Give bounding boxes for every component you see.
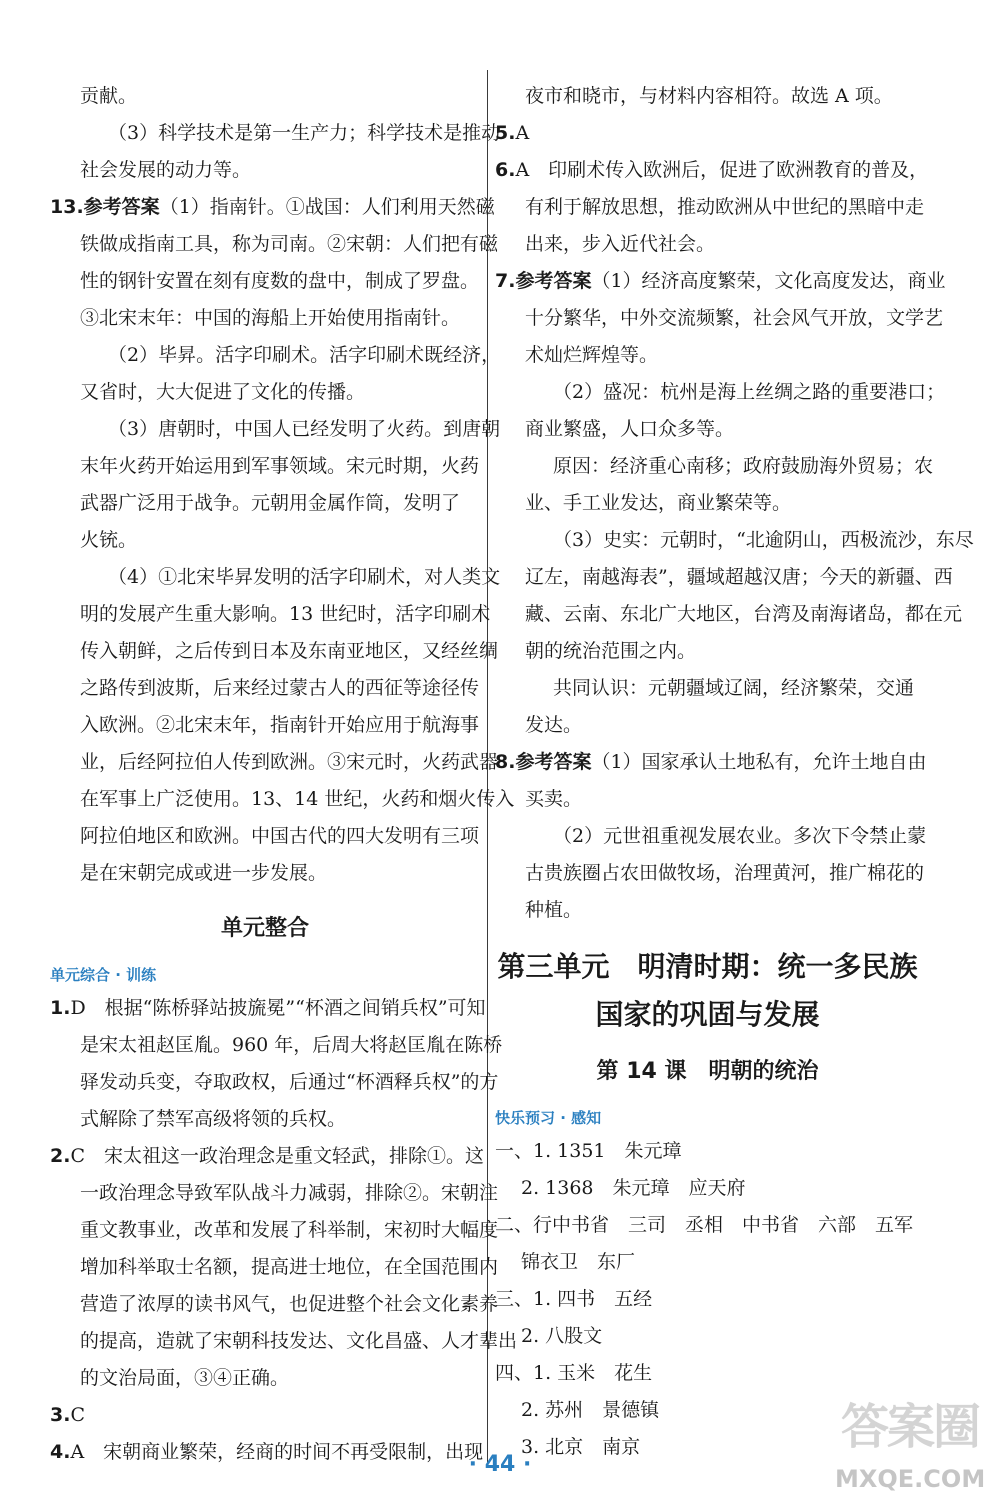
section-label-preview: 快乐预习 · 感知 — [495, 1109, 602, 1127]
line-text: 的提高，造就了宋朝科技发达、文化昌盛、人才辈出 — [80, 1330, 518, 1352]
text-line — [495, 337, 920, 374]
text-line — [495, 522, 974, 559]
line-text: 之路传到波斯，后来经过蒙古人的西征等途径传 — [80, 677, 480, 699]
text-line — [50, 337, 501, 374]
text-line — [495, 226, 920, 263]
text-line — [495, 78, 920, 115]
text-line — [495, 1207, 920, 1244]
text-line — [495, 374, 946, 411]
line-text: 明的发展产生重大影响。13 世纪时，活字印刷术 — [80, 603, 491, 625]
text-line — [50, 707, 480, 744]
line-text: （1）国家承认土地私有，允许土地自由 — [591, 751, 927, 773]
line-text: （4）①北宋毕昇发明的活字印刷术，对人类文 — [108, 566, 501, 588]
line-text: 社会发展的动力等。 — [80, 159, 252, 181]
line-text: 2. 八股文 — [521, 1325, 603, 1347]
text-line — [50, 1323, 518, 1360]
line-text: 在军事上广泛使用。13、14 世纪，火药和烟火传入 — [80, 788, 515, 810]
line-text: 入欧洲。②北宋末年，指南针开始应用于航海事 — [80, 714, 480, 736]
line-text: 2. 1368 朱元璋 应天府 — [521, 1177, 746, 1199]
text-line — [50, 485, 480, 522]
line-text: 商业繁盛，人口众多等。 — [525, 418, 735, 440]
line-text: 增加科举取士名额，提高进士地位，在全国范围内 — [80, 1256, 499, 1278]
line-text: C — [70, 1404, 85, 1426]
text-line — [50, 1286, 499, 1323]
line-text: 3. 北京 南京 — [521, 1436, 641, 1458]
watermark-logo — [835, 1392, 985, 1497]
line-text: A 宋朝商业繁荣，经商的时间不再受限制，出现 — [70, 1441, 484, 1463]
text-line — [50, 152, 480, 189]
text-line — [50, 1175, 499, 1212]
text-line — [495, 892, 920, 929]
text-line — [50, 818, 480, 855]
line-text: A — [515, 122, 530, 144]
item-number: 8. — [495, 751, 516, 773]
line-text: 一政治理念导致军队战斗力减弱，排除②。宋朝注 — [80, 1182, 499, 1204]
line-text: 种植。 — [525, 899, 583, 921]
text-line — [50, 781, 515, 818]
text-line — [495, 189, 925, 226]
answer-keyword: 参考答案 — [83, 196, 160, 218]
text-line — [495, 633, 920, 670]
line-text: （3）唐朝时，中国人已经发明了火药。到唐朝 — [108, 418, 501, 440]
line-text: 一、1. 1351 朱元璋 — [495, 1140, 682, 1162]
text-line — [50, 300, 480, 337]
line-text: 是宋太祖赵匡胤。960 年，后周大将赵匡胤在陈桥 — [80, 1034, 503, 1056]
text-line — [495, 1244, 920, 1281]
text-line — [495, 152, 929, 189]
line-text: 式解除了禁军高级将领的兵权。 — [80, 1108, 347, 1130]
line-text: 业、手工业发达，商业繁荣等。 — [525, 492, 792, 514]
watermark-sub-text: MXQE.COM — [835, 1465, 986, 1493]
line-text: 铁做成指南工具，称为司南。②宋朝：人们把有磁 — [80, 233, 499, 255]
text-line — [495, 707, 920, 744]
text-line — [50, 189, 495, 226]
text-line — [50, 559, 501, 596]
text-line — [50, 670, 480, 707]
left-answer-block — [50, 78, 515, 892]
line-text: 共同认识：元朝疆域辽阔，经济繁荣，交通 — [553, 677, 915, 699]
line-text: 驿发动兵变，夺取政权，后通过“杯酒释兵权”的方 — [80, 1071, 499, 1093]
text-line — [495, 670, 920, 707]
line-text: （2）盛况：杭州是海上丝绸之路的重要港口； — [553, 381, 946, 403]
text-line — [495, 818, 927, 855]
line-text: A 印刷术传入欧洲后，促进了欧洲教育的普及， — [515, 159, 929, 181]
line-text: D 根据“陈桥驿站披旒冕”“杯酒之间销兵权”可知 — [70, 997, 486, 1019]
text-line — [50, 263, 480, 300]
line-text: C 宋太祖这一政治理念是重文轻武，排除①。这 — [70, 1145, 484, 1167]
item-number: 5. — [495, 122, 516, 144]
item-number: 13. — [50, 196, 84, 218]
line-text: 末年火药开始运用到军事领域。宋元时期，火药 — [80, 455, 480, 477]
text-line — [50, 1397, 480, 1434]
line-text: 朝的统治范围之内。 — [525, 640, 697, 662]
line-text: 业，后经阿拉伯人传到欧洲。③宋元时，火药武器 — [80, 751, 499, 773]
item-number: 2. — [50, 1145, 71, 1167]
text-line — [50, 744, 499, 781]
text-line — [495, 781, 920, 818]
text-line — [50, 448, 480, 485]
line-text: （2）毕昇。活字印刷术。活字印刷术既经济， — [108, 344, 501, 366]
line-text: 重文教事业，改革和发展了科举制，宋初时大幅度 — [80, 1219, 499, 1241]
text-line — [50, 374, 480, 411]
line-text: 贡献。 — [80, 85, 138, 107]
line-text: 阿拉伯地区和欧洲。中国古代的四大发明有三项 — [80, 825, 480, 847]
text-line — [495, 1170, 920, 1207]
watermark-main-text: 答案圈 — [840, 1399, 979, 1455]
text-line — [50, 78, 480, 115]
line-text: 营造了浓厚的读书风气，也促进整个社会文化素养 — [80, 1293, 499, 1315]
text-line — [50, 226, 499, 263]
line-text: 三、1. 四书 五经 — [495, 1288, 653, 1310]
line-text: 出来，步入近代社会。 — [525, 233, 716, 255]
line-text: 古贵族圈占农田做牧场，治理黄河，推广棉花的 — [525, 862, 925, 884]
text-line — [50, 1101, 480, 1138]
page-number: · 44 · — [468, 1452, 532, 1477]
line-text: 原因：经济重心南移；政府鼓励海外贸易；农 — [553, 455, 934, 477]
item-number: 4. — [50, 1441, 71, 1463]
text-line — [495, 1133, 920, 1170]
text-line — [50, 1064, 499, 1101]
line-text: 二、行中书省 三司 丞相 中书省 六部 五军 — [495, 1214, 914, 1236]
text-line — [495, 485, 920, 522]
section-label-unit-training: 单元综合 · 训练 — [50, 966, 157, 984]
lesson-title: 第 14 课 明朝的统治 — [596, 1059, 819, 1084]
text-line — [50, 596, 491, 633]
line-text: 性的钢针安置在刻有度数的盘中，制成了罗盘。 — [80, 270, 480, 292]
line-text: （2）元世祖重视发展农业。多次下令禁止蒙 — [553, 825, 927, 847]
line-text: 买卖。 — [525, 788, 583, 810]
line-text: 传入朝鲜，之后传到日本及东南亚地区，又经丝绸 — [80, 640, 499, 662]
item-number: 6. — [495, 159, 516, 181]
line-text: （1）经济高度繁荣，文化高度发达，商业 — [591, 270, 946, 292]
line-text: ③北宋末年：中国的海船上开始使用指南针。 — [80, 307, 461, 329]
text-line — [495, 596, 963, 633]
text-line — [495, 744, 927, 781]
line-text: 火铳。 — [80, 529, 138, 551]
text-line — [495, 1318, 920, 1355]
line-text: 的文治局面，③④正确。 — [80, 1367, 290, 1389]
answer-keyword: 参考答案 — [515, 751, 592, 773]
text-line — [50, 115, 501, 152]
line-text: 武器广泛用于战争。元朝用金属作筒，发明了 — [80, 492, 461, 514]
unit-title-line-2: 国家的巩固与发展 — [595, 998, 820, 1031]
text-line — [495, 115, 920, 152]
section-heading: 单元整合 — [220, 916, 309, 941]
text-line — [50, 411, 501, 448]
line-text: 辽左，南越海表”，疆域超越汉唐；今天的新疆、西 — [525, 566, 953, 588]
text-line — [495, 300, 944, 337]
line-text: 又省时，大大促进了文化的传播。 — [80, 381, 366, 403]
answer-keyword: 参考答案 — [515, 270, 592, 292]
text-line — [50, 522, 480, 559]
text-line — [50, 633, 499, 670]
right-answer-block — [495, 78, 974, 929]
text-line — [495, 1281, 920, 1318]
item-number: 3. — [50, 1404, 71, 1426]
text-line — [50, 1212, 499, 1249]
text-line — [50, 990, 486, 1027]
text-line — [495, 263, 946, 300]
line-text: 夜市和晓市，与材料内容相符。故选 A 项。 — [525, 85, 893, 107]
line-text: （3）史实：元朝时，“北逾阴山，西极流沙，东尽 — [553, 529, 974, 551]
line-text: 四、1. 玉米 花生 — [495, 1362, 653, 1384]
line-text: 藏、云南、东北广大地区，台湾及南海诸岛，都在元 — [525, 603, 963, 625]
item-number: 7. — [495, 270, 516, 292]
line-text: 锦衣卫 东厂 — [521, 1251, 636, 1273]
line-text: 十分繁华，中外交流频繁，社会风气开放，文学艺 — [525, 307, 944, 329]
right-column — [495, 78, 974, 1466]
text-line — [495, 411, 920, 448]
text-line — [50, 855, 480, 892]
text-line — [50, 1360, 480, 1397]
line-text: （1）指南针。①战国：人们利用天然磁 — [159, 196, 495, 218]
text-line — [495, 855, 925, 892]
line-text: 有利于解放思想，推动欧洲从中世纪的黑暗中走 — [525, 196, 925, 218]
text-line — [50, 1027, 503, 1064]
text-line — [50, 1249, 499, 1286]
line-text: （3）科学技术是第一生产力；科学技术是推动 — [108, 122, 501, 144]
text-line — [495, 559, 953, 596]
text-line — [495, 1355, 920, 1392]
line-text: 是在宋朝完成或进一步发展。 — [80, 862, 328, 884]
line-text: 发达。 — [525, 714, 583, 736]
item-number: 1. — [50, 997, 71, 1019]
unit-title-line-1: 第三单元 明清时期：统一多民族 — [497, 950, 918, 983]
line-text: 2. 苏州 景德镇 — [521, 1399, 660, 1421]
text-line — [495, 448, 934, 485]
text-line — [50, 1138, 484, 1175]
line-text: 术灿烂辉煌等。 — [525, 344, 659, 366]
